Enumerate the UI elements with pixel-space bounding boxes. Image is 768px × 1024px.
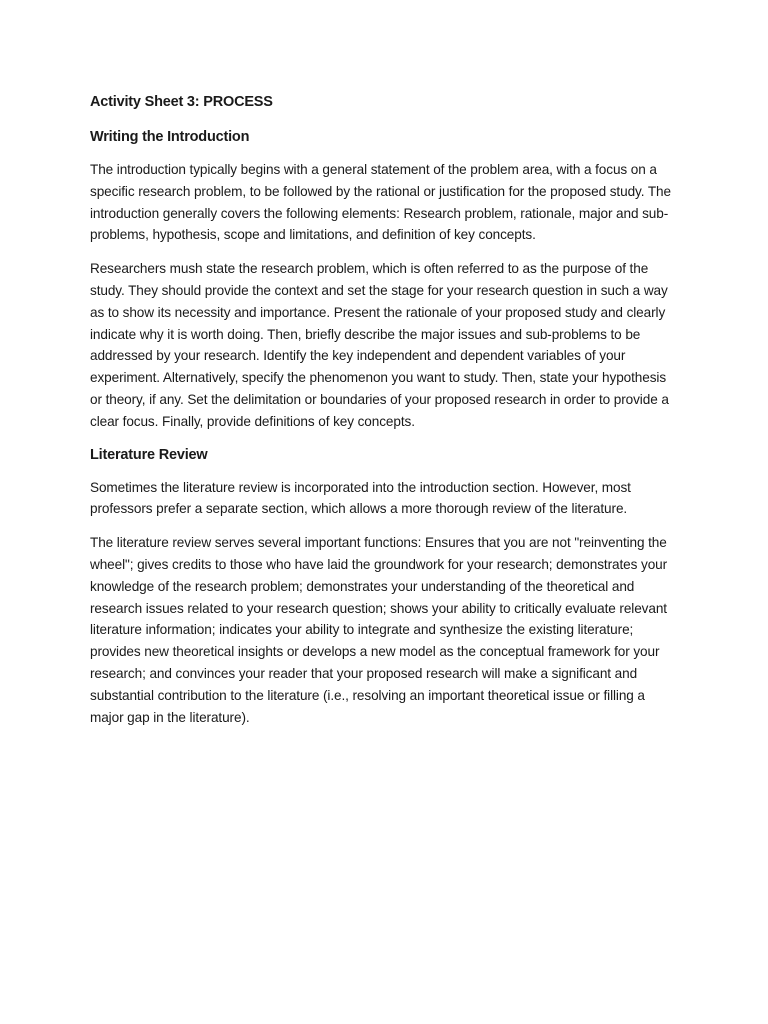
document-page [90, 92, 680, 740]
section-heading-literature-review: Literature Review [90, 446, 208, 463]
paragraph: The introduction typically begins with a general statement of the problem area, with a focus on a specific research problem, to be followed by the rational or justification for the proposed study. The introduction generally covers the following elements: Research problem, rationale, major and sub-problems, hypothesis, scope and limitations, and definition of key concepts. [90, 162, 671, 243]
paragraph: Sometimes the literature review is incorporated into the introduction section. However, most professors prefer a separate section, which allows a more thorough review of the literature. [90, 479, 631, 517]
section-literature-review [90, 445, 680, 729]
paragraph: The literature review serves several important functions: Ensures that you are not "reinventing the wheel"; gives credits to those who have laid the groundwork for your research; demonstrates your knowledge of the research problem; demonstrates your understanding of the theoretical and research issues related to your research question; shows your ability to critically evaluate relevant literature information; indicates your ability to integrate and synthesize the existing literature; provides new theoretical insights or develops a new model as the conceptual framework for your research; and convinces your reader that your proposed research will make a significant and substantial contribution to the literature (i.e., resolving an important theoretical issue or filling a major gap in the literature). [90, 535, 668, 725]
paragraph: Researchers mush state the research problem, which is often referred to as the purpose of the study. They should provide the context and set the stage for your research question in such a way as to show its necessity and importance. Present the rationale of your proposed study and clearly indicate why it is worth doing. Then, briefly describe the major issues and sub-problems to be addressed by your research. Identify the key independent and dependent variables of your experiment. Alternatively, specify the phenomenon you want to study. Then, state your hypothesis or theory, if any. Set the delimitation or boundaries of your proposed research in order to provide a clear focus. Finally, provide definitions of key concepts. [90, 261, 669, 429]
sheet-title: Activity Sheet 3: PROCESS [90, 94, 273, 110]
section-writing-introduction [90, 127, 680, 433]
section-heading-introduction: Writing the Introduction [90, 129, 250, 145]
